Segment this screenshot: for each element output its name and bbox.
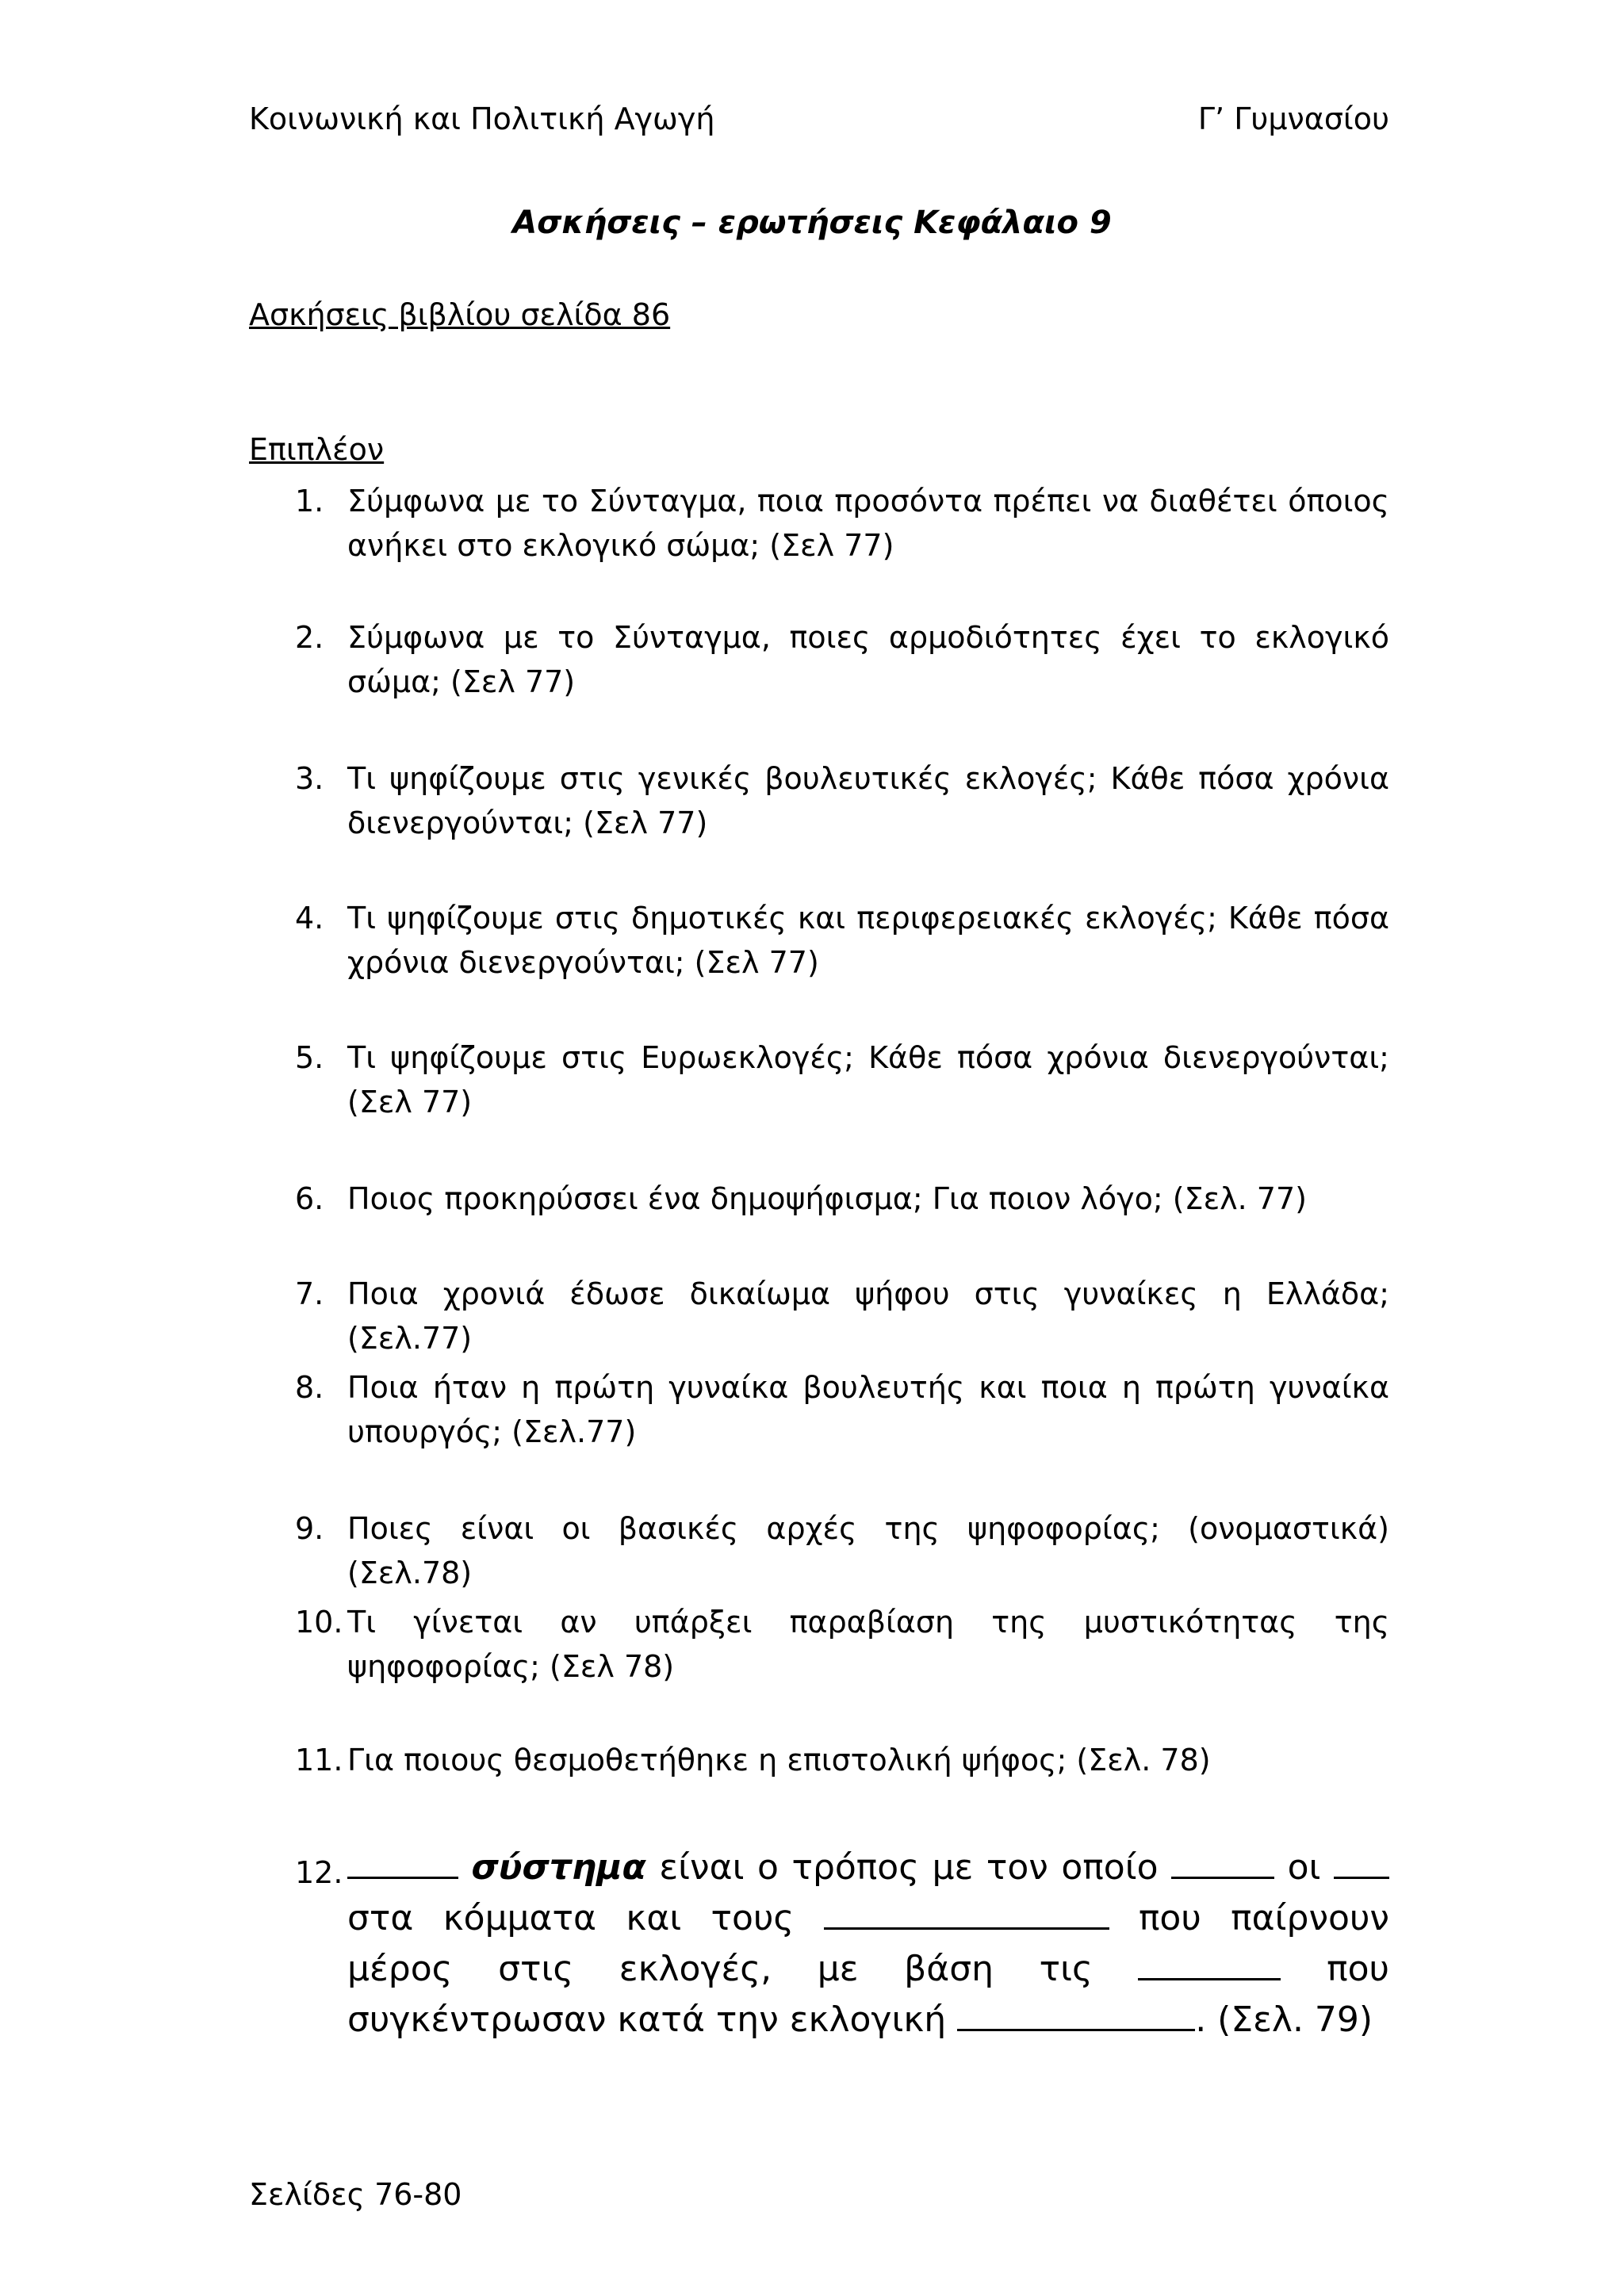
sentence-fragment: . (Σελ. 79) xyxy=(1195,1999,1373,2040)
question-item xyxy=(295,1272,1389,1360)
question-text: Τι ψηφίζουμε στις Ευρωεκλογές; Κάθε πόσα χρόνια διενεργούνται; (Σελ 77) xyxy=(347,1040,1389,1119)
question-item xyxy=(295,615,1389,704)
blank-line[interactable] xyxy=(347,1853,458,1879)
page-footer: Σελίδες 76-80 xyxy=(249,2177,462,2212)
page-title: Ασκήσεις – ερωτήσεις Κεφάλαιο 9 xyxy=(512,205,1112,241)
blank-line[interactable] xyxy=(957,2005,1195,2031)
question-item xyxy=(295,896,1389,985)
question-text: Τι ψηφίζουμε στις δημοτικές και περιφερειακές εκλογές; Κάθε πόσα χρόνια διενεργούνται; (Σελ 77) xyxy=(347,901,1389,980)
additional-section-heading: Επιπλέον xyxy=(249,432,385,467)
book-exercises-heading: Ασκήσεις βιβλίου σελίδα 86 xyxy=(249,297,671,332)
question-text: Ποιος προκηρύσσει ένα δημοψήφισμα; Για ποιον λόγο; (Σελ. 77) xyxy=(347,1181,1307,1216)
question-text: Τι ψηφίζουμε στις γενικές βουλευτικές εκλογές; Κάθε πόσα χρόνια διενεργούνται; (Σελ 77) xyxy=(347,761,1389,840)
sentence-fragment: είναι ο τρόπος με τον οποίο xyxy=(659,1847,1159,1888)
question-number: 9. xyxy=(295,1511,324,1546)
question-item xyxy=(295,1506,1389,1595)
question-number: 7. xyxy=(295,1276,324,1311)
question-text: Σύμφωνα με το Σύνταγμα, ποιες αρμοδιότητες έχει το εκλογικό σώμα; (Σελ 77) xyxy=(347,620,1389,699)
bold-keyword: σύστημα xyxy=(471,1847,646,1888)
question-item-fill-in xyxy=(295,1843,1389,2045)
sentence-fragment: οι xyxy=(1287,1847,1321,1888)
question-number: 4. xyxy=(295,901,324,936)
header-subject: Κοινωνική και Πολιτική Αγωγή xyxy=(249,101,715,136)
question-text: Ποιες είναι οι βασικές αρχές της ψηφοφορίας; (ονομαστικά) (Σελ.78) xyxy=(347,1511,1389,1590)
question-item xyxy=(295,1035,1389,1124)
question-number: 6. xyxy=(295,1181,324,1216)
blank-line[interactable] xyxy=(1171,1853,1274,1879)
sentence-fragment: που συγκέντρωσαν κατά την εκλογική xyxy=(347,1949,1389,2040)
sentence-fragment: στα κόμματα και τους xyxy=(347,1898,795,1938)
question-number: 2. xyxy=(295,620,324,655)
fill-in-sentence xyxy=(347,1843,1389,2045)
header-grade: Γ’ Γυμνασίου xyxy=(1197,101,1389,136)
question-item xyxy=(295,1365,1389,1454)
question-item xyxy=(295,1600,1389,1689)
question-number: 5. xyxy=(295,1040,324,1075)
question-number: 3. xyxy=(295,761,324,796)
question-number: 8. xyxy=(295,1370,324,1405)
question-number: 12. xyxy=(295,1855,343,1890)
question-number: 10. xyxy=(295,1605,343,1640)
question-item xyxy=(295,1738,1389,1782)
question-text: Ποια ήταν η πρώτη γυναίκα βουλευτής και ποια η πρώτη γυναίκα υπουργός; (Σελ.77) xyxy=(347,1370,1389,1449)
question-text: Ποια χρονιά έδωσε δικαίωμα ψήφου στις γυναίκες η Ελλάδα; (Σελ.77) xyxy=(347,1276,1389,1356)
question-text: Σύμφωνα με το Σύνταγμα, ποια προσόντα πρέπει να διαθέτει όποιος ανήκει στο εκλογικό σώμα; (Σελ 77) xyxy=(347,484,1389,563)
question-number: 1. xyxy=(295,484,324,519)
question-text: Τι γίνεται αν υπάρξει παραβίαση της μυστικότητας της ψηφοφορίας; (Σελ 78) xyxy=(347,1605,1389,1684)
question-item xyxy=(295,1177,1389,1221)
question-item xyxy=(295,479,1389,568)
blank-line[interactable] xyxy=(1334,1853,1389,1879)
sentence-fragment: που παίρνουν μέρος στις εκλογές, με βάση τις xyxy=(347,1898,1389,1989)
question-item xyxy=(295,756,1389,845)
question-number: 11. xyxy=(295,1743,343,1777)
blank-line[interactable] xyxy=(1138,1954,1281,1980)
question-text: Για ποιους θεσμοθετήθηκε η επιστολική ψήφος; (Σελ. 78) xyxy=(347,1743,1211,1777)
blank-line[interactable] xyxy=(824,1904,1109,1930)
